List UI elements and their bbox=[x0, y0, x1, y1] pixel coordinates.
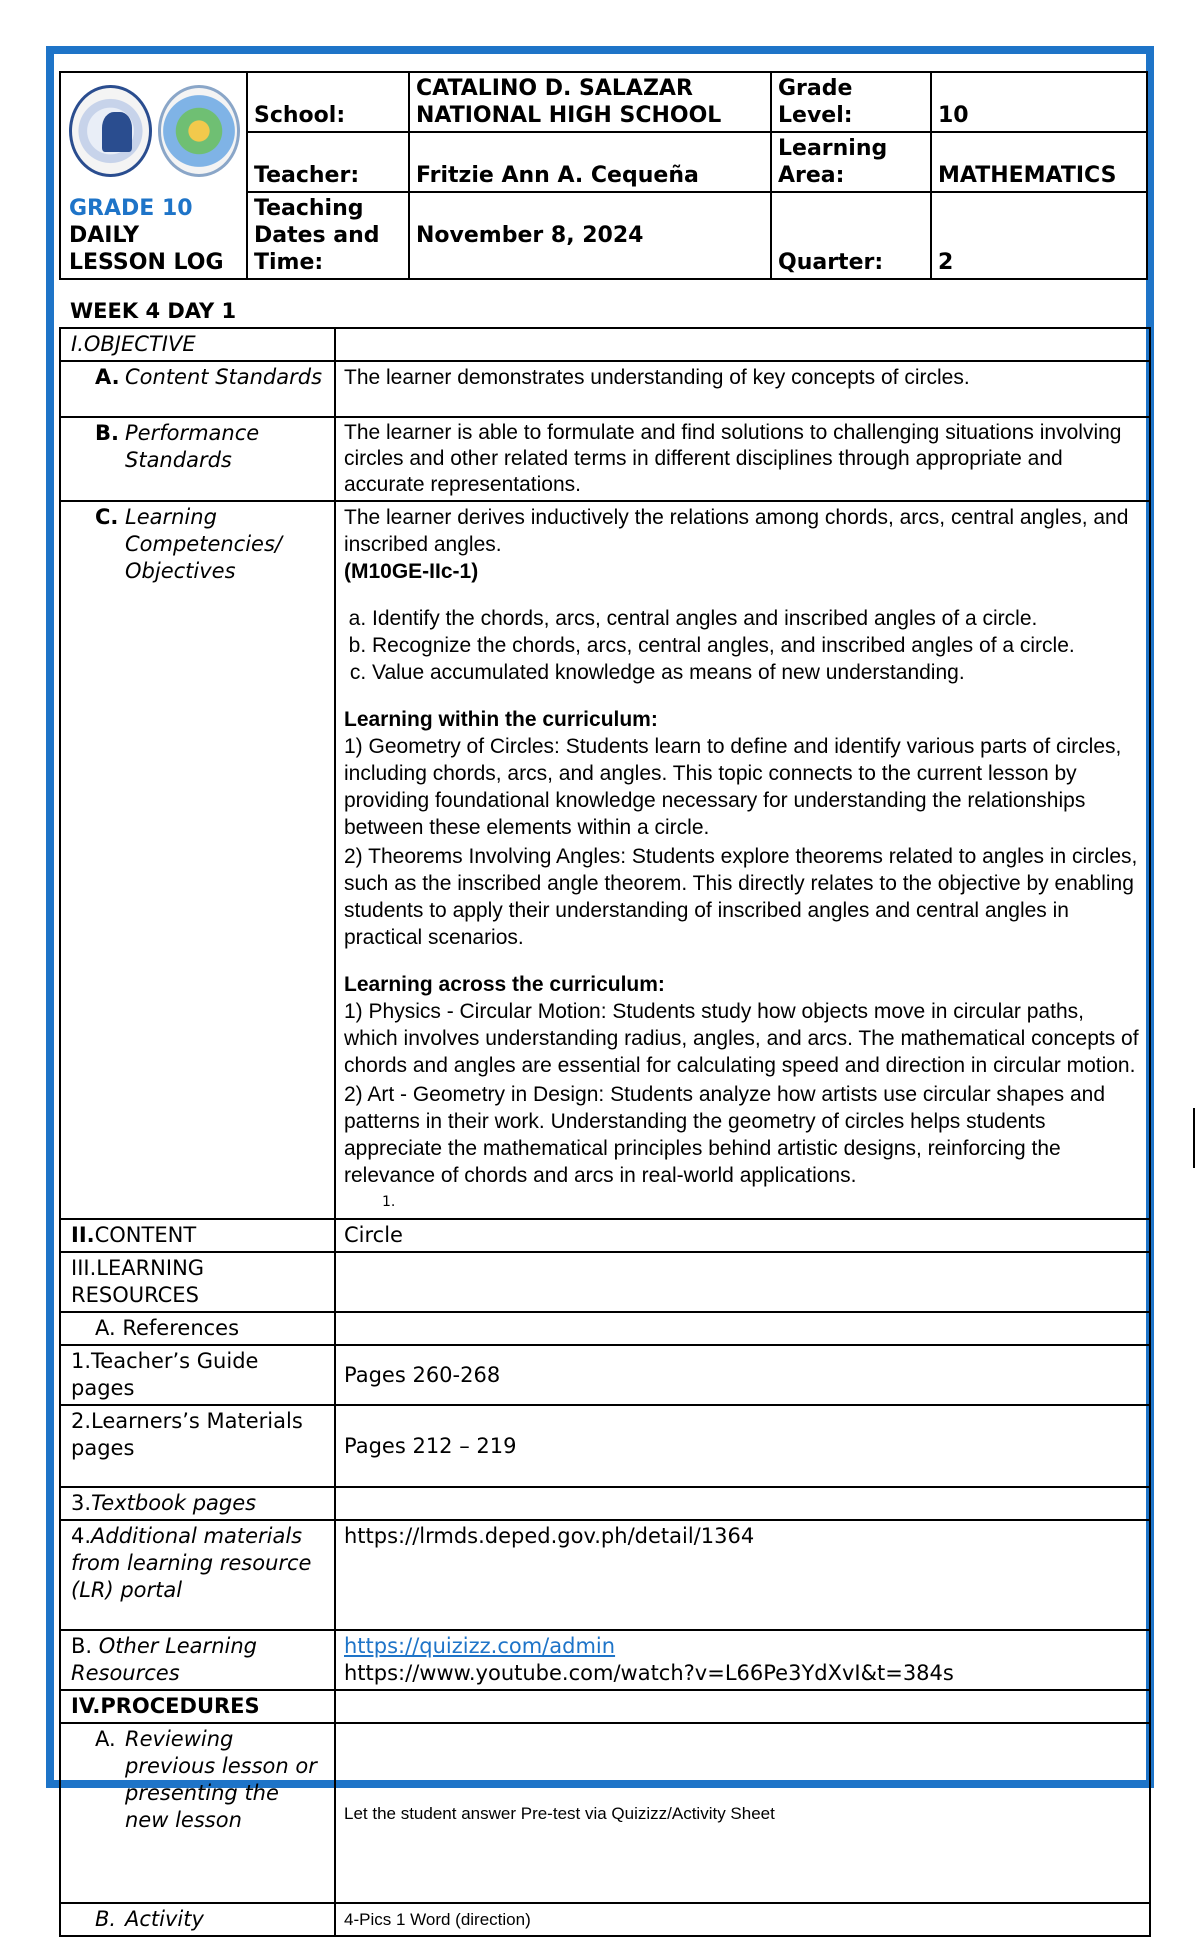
teachers-guide-value: Pages 260-268 bbox=[335, 1345, 1150, 1405]
across-curriculum-item-1: 1) Physics - Circular Motion: Students study how objects move in circular paths, which involves understanding radius, angles, and arcs. The mathematical concepts of chords and angles are essential for calculating speed and direction in circular motion. bbox=[344, 1000, 1139, 1077]
objective-item: c. Value accumulated knowledge as means of new understanding. bbox=[372, 659, 1141, 686]
references-label: A. References bbox=[60, 1312, 335, 1345]
within-curriculum-item-2: 2) Theorems Involving Angles: Students explore theorems related to angles in circles, such as the inscribed angle theorem. This directly relates to the objective by enabling students to apply their understanding of inscribed angles and central angles in practical scenarios. bbox=[344, 845, 1138, 949]
learning-area-value: MATHEMATICS bbox=[931, 132, 1147, 192]
learners-materials-value: Pages 212 – 219 bbox=[335, 1405, 1150, 1487]
within-curriculum-heading: Learning within the curriculum: bbox=[344, 708, 658, 731]
textbook-pages-label: 3.Textbook pages bbox=[60, 1487, 335, 1520]
procedures-heading: IV.PROCEDURES bbox=[60, 1690, 335, 1723]
header-logo-cell bbox=[60, 72, 247, 279]
teachers-guide-label: 1.Teacher’s Guide pages bbox=[60, 1345, 335, 1405]
lesson-log-title: LESSON LOG bbox=[69, 250, 224, 275]
other-resources-label: B. Other Learning Resources bbox=[60, 1630, 335, 1690]
week-label: WEEK 4 DAY 1 bbox=[60, 296, 335, 328]
teaching-dates-label: Teaching Dates and Time: bbox=[247, 192, 409, 279]
quarter-label: Quarter: bbox=[771, 192, 931, 279]
grade-level-label: Grade Level: bbox=[771, 72, 931, 132]
within-curriculum-item-1: 1) Geometry of Circles: Students learn to define and identify various parts of circles, including chords, arcs, and angles. This topic connects to the current lesson by providing foundational knowledge necessary for understanding the relationships between these elements within a circle. bbox=[344, 735, 1122, 839]
performance-standards-label: B. Performance Standards bbox=[60, 417, 335, 501]
competencies-text bbox=[335, 501, 1150, 1219]
grade-title: GRADE 10 bbox=[69, 196, 193, 221]
teacher-label: Teacher: bbox=[247, 132, 409, 192]
across-curriculum-item-2: 2) Art - Geometry in Design: Students analyze how artists use circular shapes and patterns in their work. Understanding the geometry of circles helps students appreciate the mathematical principles behind artistic designs, reinforcing the relevance of chords and arcs in real-world applications. bbox=[344, 1083, 1106, 1187]
learning-resources-heading: III.LEARNING RESOURCES bbox=[60, 1252, 335, 1312]
lesson-table bbox=[59, 296, 1151, 1937]
trailing-list-item: 1. bbox=[382, 1194, 396, 1210]
learning-area-label: Learning Area: bbox=[771, 132, 931, 192]
across-curriculum-heading: Learning across the curriculum: bbox=[344, 973, 665, 996]
quarter-value: 2 bbox=[931, 192, 1147, 279]
objective-item: b. Recognize the chords, arcs, central angles, and inscribed angles of a circle. bbox=[372, 632, 1141, 659]
additional-materials-label: 4.Additional materials from learning resource (LR) portal bbox=[60, 1520, 335, 1630]
objective-heading: I.OBJECTIVE bbox=[60, 328, 335, 361]
competency-intro: The learner derives inductively the relations among chords, arcs, central angles, and inscribed angles. bbox=[344, 506, 1129, 556]
objective-item: a. Identify the chords, arcs, central angles and inscribed angles of a circle. bbox=[372, 605, 1141, 632]
content-value: Circle bbox=[335, 1219, 1150, 1252]
grade-level-value: 10 bbox=[931, 72, 1147, 132]
objectives-list bbox=[344, 605, 1141, 686]
additional-materials-link[interactable]: https://lrmds.deped.gov.ph/detail/1364 bbox=[335, 1520, 1150, 1630]
competency-code: (M10GE-IIc-1) bbox=[344, 560, 479, 583]
performance-standards-text: The learner is able to formulate and find solutions to challenging situations involving circles and other related terms in different disciplines through appropriate and accurate representations. bbox=[335, 417, 1150, 501]
deped-seal-icon bbox=[69, 85, 152, 177]
school-label: School: bbox=[247, 72, 409, 132]
school-logo-icon bbox=[158, 85, 241, 177]
daily-title: DAILY bbox=[69, 223, 139, 248]
school-value: CATALINO D. SALAZAR NATIONAL HIGH SCHOOL bbox=[409, 72, 771, 132]
content-standards-label: A. Content Standards bbox=[60, 361, 335, 417]
reviewing-lesson-value: Let the student answer Pre-test via Quizizz/Activity Sheet bbox=[335, 1723, 1150, 1903]
reviewing-lesson-label: A. Reviewing previous lesson or presenting the new lesson bbox=[60, 1723, 335, 1903]
content-standards-text: The learner demonstrates understanding of key concepts of circles. bbox=[335, 361, 1150, 417]
activity-value: 4-Pics 1 Word (direction) bbox=[335, 1903, 1150, 1936]
competencies-label: C. Learning Competencies/ Objectives bbox=[60, 501, 335, 1219]
learners-materials-label: 2.Learners’s Materials pages bbox=[60, 1405, 335, 1487]
margin-mark bbox=[1193, 1108, 1195, 1168]
teaching-dates-value: November 8, 2024 bbox=[409, 192, 771, 279]
activity-label: B. Activity bbox=[60, 1903, 335, 1936]
content-label: II.CONTENT bbox=[60, 1219, 335, 1252]
youtube-link[interactable]: https://www.youtube.com/watch?v=L66Pe3YdXvI&t=384s bbox=[344, 1661, 954, 1685]
quizizz-link[interactable]: https://quizizz.com/admin bbox=[344, 1634, 616, 1658]
header-table bbox=[59, 71, 1148, 280]
teacher-value: Fritzie Ann A. Cequeña bbox=[409, 132, 771, 192]
